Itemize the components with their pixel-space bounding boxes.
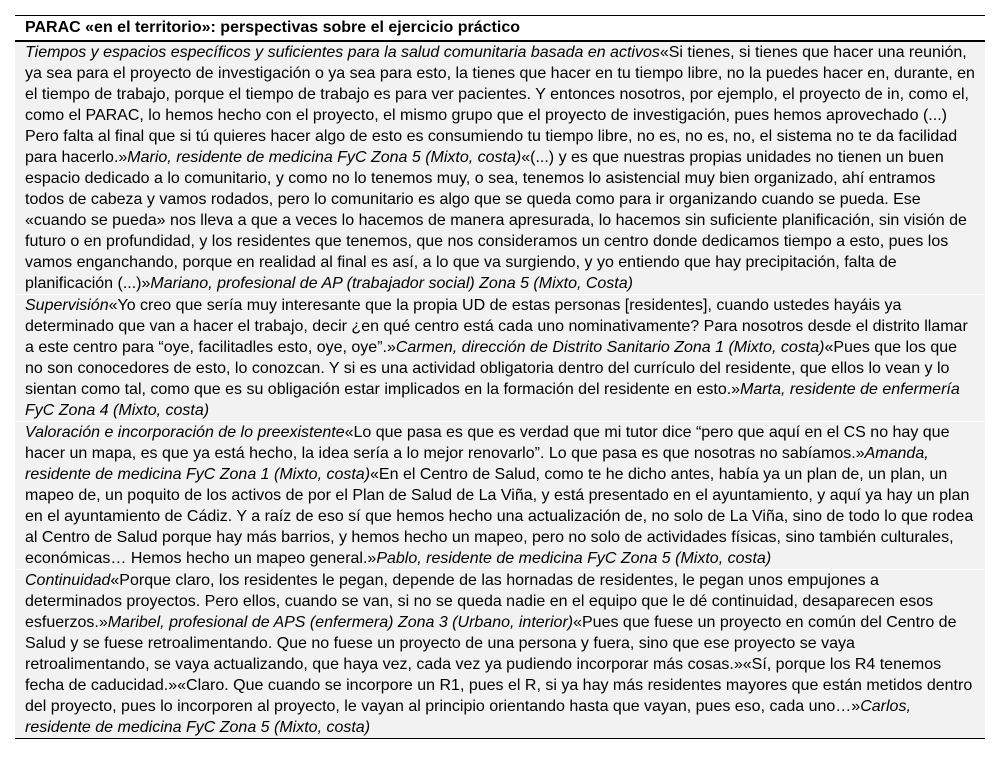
speaker-attribution: Carmen, dirección de Distrito Sanitario Zona 1 (Mixto, costa) — [395, 339, 825, 356]
theme-label: Valoración e incorporación de lo preexistente — [25, 424, 345, 441]
speaker-attribution: Pablo, residente de medicina FyC Zona 5 (Mixto, costa) — [376, 550, 772, 567]
quote-text: «Si tienes, si tienes que hacer una reunión, ya sea para el proyecto de investigación o ya sea para esto, la tienes que hacer en tu tiempo libre, no la puedes hacer en, durante, en el tiempo de trabajo, porque el tiempo de trabajo es para ver pacientes. Y entonces nosotros, por ejemplo, el proyecto de in, como el, como el PARAC, lo hemos hecho con el proyecto, el mismo grupo que el proyecto de investigación, pues hemos aprovechado (...) Pero falta al final que si tú quieres hacer algo de esto es consumiendo tu tiempo libre, no es, no es, no, el sistema no te da facilidad para hacerlo.» — [25, 44, 975, 166]
speaker-attribution: Carlos, residente de medicina FyC Zona 5 (Mixto, costa) — [25, 698, 911, 736]
quote-text: «En el Centro de Salud, como te he dicho antes, había ya un plan de, un plan, un mapeo de, un poquito de los activos de por el Plan de Salud de La Viña, y está presentado en el ayuntamiento, y aquí ya hay un plan en el ayuntamiento de Cádiz. Y a raíz de eso sí que hemos hecho una actualización de, no solo de La Viña, sino de todo lo que rodea al Centro de Salud porque hay más barrios, y hemos hecho un mapeo, pero no solo de actividades físicas, sino también culturales, económicas… Hemos hecho un mapeo general.» — [25, 466, 974, 567]
quote-text: «Porque claro, los residentes le pegan, depende de las hornadas de residentes, le pegan unos empujones a determinados proyectos. Pero ellos, cuando se van, si no se queda nadie en el equipo que le dé continuidad, desaparecen esos esfuerzos.» — [25, 572, 934, 631]
quotes-table — [15, 15, 985, 739]
speaker-attribution: Mariano, profesional de AP (trabajador social) Zona 5 (Mixto, Costa) — [150, 275, 633, 292]
row-text — [25, 42, 975, 294]
theme-label: Supervisión — [25, 297, 109, 314]
table-title: PARAC «en el territorio»: perspectivas sobre el ejercicio práctico — [15, 16, 985, 42]
row-text — [25, 422, 975, 569]
row-text — [25, 295, 975, 421]
quote-text: «Pues que fuese un proyecto en común del Centro de Salud y se fuese retroalimentando. Que no fuese un proyecto de una persona y fuera, sino que ese proyecto se vaya retroalimentando, se vaya actualizando, que haya vez, cada vez ya pudiendo incorporar más cosas.»«Sí, porque los R4 tenemos fecha de caducidad.»«Claro. Que cuando se incorpore un R1, pues el R, si ya hay más residentes mayores que están metidos dentro del proyecto, pues lo incorporen al proyecto, le vayan al principio orientando hasta que vayan, pues eso, cada uno…» — [25, 614, 973, 715]
theme-label: Continuidad — [25, 572, 111, 589]
speaker-attribution: Amanda, residente de medicina FyC Zona 1 (Mixto, costa) — [25, 445, 929, 483]
speaker-attribution: Mario, residente de medicina FyC Zona 5 (Mixto, costa) — [127, 149, 522, 166]
quote-text: «Lo que pasa es que es verdad que mi tutor dice “pero que aquí en el CS no hay que hacer un mapa, es que ya está hecho, la idea sería a lo mejor renovarlo”. Lo que pasa es que nosotras no sabíamos.» — [25, 424, 950, 462]
quote-text: «Yo creo que sería muy interesante que la propia UD de estas personas [residentes], cuando ustedes hayáis ya determinado que van a hacer el trabajo, decir ¿en qué centro está cada uno nominativamente? Para nosotros desde el distrito llamar a este centro para “oye, facilitadles esto, oye, oye”.» — [25, 297, 968, 356]
table-row — [15, 422, 985, 570]
speaker-attribution: Marta, residente de enfermería FyC Zona 4 (Mixto, costa) — [25, 381, 960, 419]
speaker-attribution: Maribel, profesional de APS (enfermera) Zona 3 (Urbano, interior) — [107, 614, 574, 631]
row-text — [25, 570, 975, 738]
table-row — [15, 295, 985, 422]
theme-label: Tiempos y espacios específicos y suficientes para la salud comunitaria basada en activos — [25, 44, 660, 61]
table-row — [15, 570, 985, 738]
quote-text: «Pues que los que no son conocedores de esto, lo conozcan. Y si es una actividad obligatoria dentro del currículo del residente, que ellos lo vean y lo sientan como tal, como que es su obligación estar implicados en la formación del residente en esto.» — [25, 339, 958, 398]
quote-text: «(...) y es que nuestras propias unidades no tienen un buen espacio dedicado a lo comunitario, y como no lo tenemos muy, o sea, tenemos lo asistencial muy bien organizado, ahí entramos todos de cabeza y vamos rodados, pero lo comunitario es algo que se queda como para ir organizando cuando se pueda. Ese «cuando se pueda» nos lleva a que a veces lo hacemos de manera apresurada, lo hacemos sin suficiente planificación, sin visión de futuro o en profundidad, y los residentes que tenemos, que nos consideramos un centro donde dedicamos tiempo a esto, pues los vamos enganchando, porque en realidad al final es así, a lo que va surgiendo, y yo entiendo que hay precipitación, falta de planificación (...)» — [25, 149, 967, 292]
table-row — [15, 42, 985, 295]
